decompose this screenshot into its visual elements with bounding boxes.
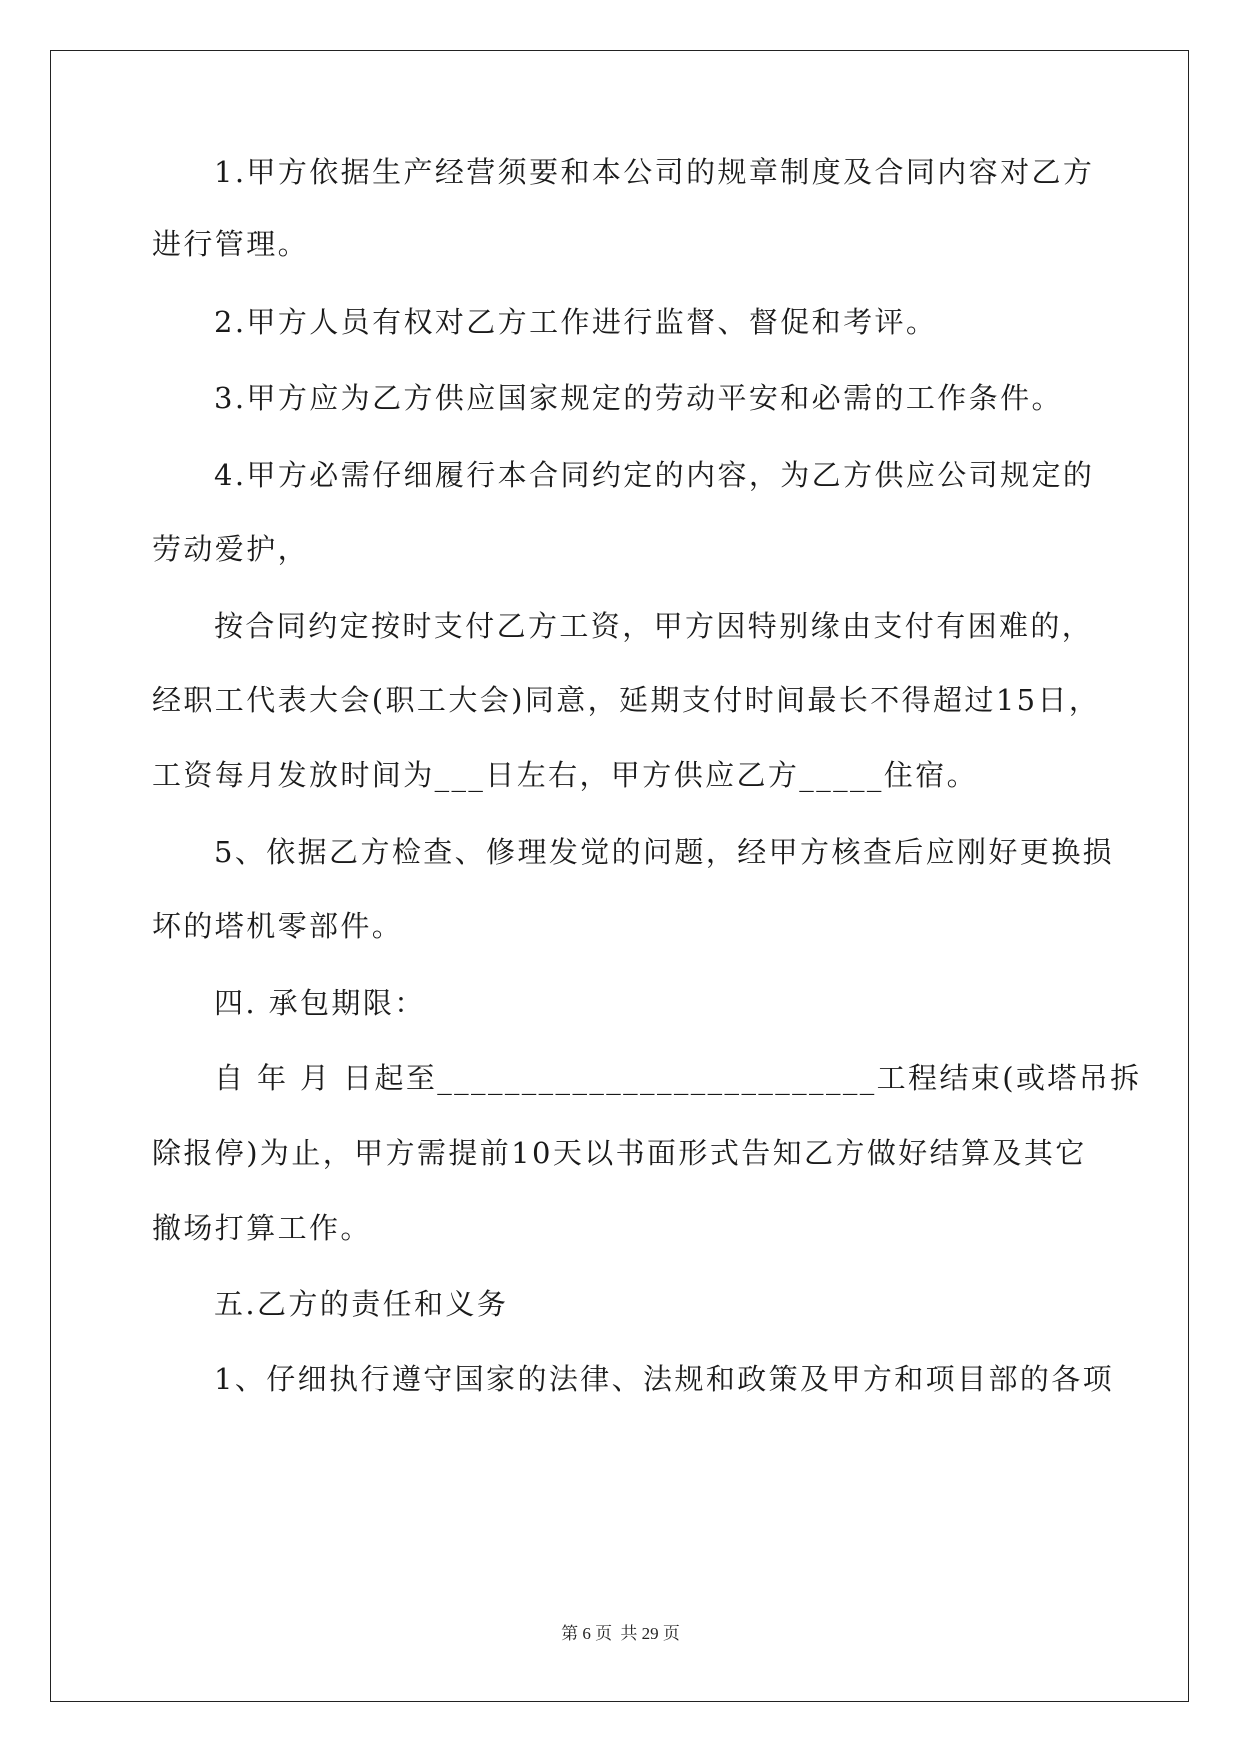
- text-line: 4.甲方必需仔细履行本合同约定的内容，为乙方供应公司规定的: [214, 458, 1095, 492]
- text-line: 撤场打算工作。: [152, 1211, 372, 1245]
- text-line: 除报停)为止，甲方需提前10天以书面形式告知乙方做好结算及其它: [152, 1136, 1087, 1170]
- text-line: 坏的塔机零部件。: [152, 909, 404, 943]
- page-footer: [0, 1624, 1241, 1644]
- text-line: 劳动爱护，: [152, 532, 310, 566]
- text-line: 工资每月发放时间为___日左右，甲方供应乙方_____住宿。: [152, 758, 979, 792]
- text-line: 5、依据乙方检查、修理发觉的问题，经甲方核查后应刚好更换损: [214, 835, 1115, 869]
- text-line: 2.甲方人员有权对乙方工作进行监督、督促和考评。: [214, 305, 938, 339]
- text-line: 1、仔细执行遵守国家的法律、法规和政策及甲方和项目部的各项: [214, 1362, 1115, 1396]
- section-heading: 五.乙方的责任和义务: [214, 1287, 509, 1321]
- text-line: 按合同约定按时支付乙方工资，甲方因特别缘由支付有困难的，: [214, 609, 1094, 643]
- page-total: 共 29 页: [620, 1624, 680, 1643]
- text-line: 进行管理。: [152, 227, 310, 261]
- page-number: 第 6 页: [561, 1624, 613, 1643]
- section-heading: 四. 承包期限：: [214, 986, 426, 1020]
- text-line: 自 年 月 日起至__________________________工程结束(或塔吊拆: [214, 1061, 1142, 1095]
- page-border: [50, 50, 1189, 1702]
- text-line: 1.甲方依据生产经营须要和本公司的规章制度及合同内容对乙方: [214, 155, 1095, 189]
- text-line: 经职工代表大会(职工大会)同意，延期支付时间最长不得超过15日，: [152, 683, 1101, 717]
- text-line: 3.甲方应为乙方供应国家规定的劳动平安和必需的工作条件。: [214, 381, 1063, 415]
